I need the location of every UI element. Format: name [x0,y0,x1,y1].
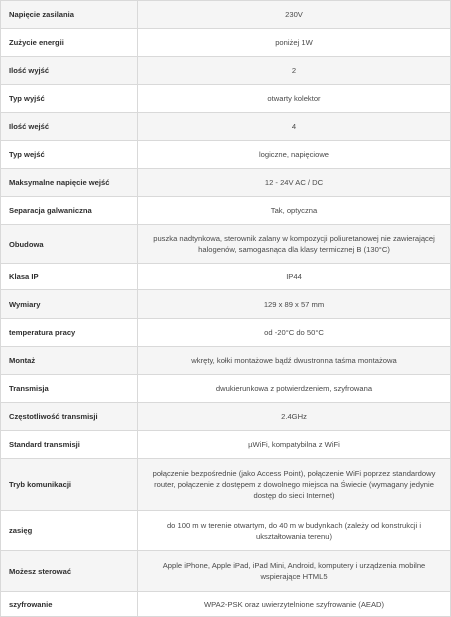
spec-value: puszka nadtynkowa, sterownik zalany w kompozycji poliuretanowej nie zawierającej halogenów, samogasnąca dla klasy termicznej B (130°C) [138,225,451,264]
table-row [1,225,451,264]
spec-table-body [1,1,451,617]
spec-value: 2.4GHz [138,403,451,431]
spec-label: Częstotliwość transmisji [1,403,138,431]
spec-label: Obudowa [1,225,138,264]
spec-label: szyfrowanie [1,592,138,617]
spec-value: połączenie bezpośrednie (jako Access Point), połączenie WiFi poprzez standardowy router, połączenie z dostępem z dowolnego miejsca na Świecie (wymagany jedynie dostęp do sieci Internet) [138,459,451,511]
spec-label: Napięcie zasilania [1,1,138,29]
spec-value: µWiFi, kompatybilna z WiFi [138,431,451,459]
spec-value: poniżej 1W [138,29,451,57]
spec-value: od -20°C do 50°C [138,319,451,347]
spec-label: Wymiary [1,290,138,319]
table-row [1,29,451,57]
table-row [1,1,451,29]
spec-label: Typ wyjść [1,85,138,113]
spec-label: Klasa IP [1,264,138,290]
table-row [1,113,451,141]
spec-value: dwukierunkowa z potwierdzeniem, szyfrowana [138,375,451,403]
spec-label: Ilość wejść [1,113,138,141]
table-row [1,592,451,617]
spec-value: logiczne, napięciowe [138,141,451,169]
spec-label: temperatura pracy [1,319,138,347]
spec-value: Apple iPhone, Apple iPad, iPad Mini, Android, komputery i urządzenia mobilne wspierające HTML5 [138,551,451,592]
spec-value: 230V [138,1,451,29]
table-row [1,347,451,375]
spec-label: Separacja galwaniczna [1,197,138,225]
table-row [1,197,451,225]
spec-value: 12 - 24V AC / DC [138,169,451,197]
spec-value: WPA2-PSK oraz uwierzytelnione szyfrowanie (AEAD) [138,592,451,617]
spec-label: Tryb komunikacji [1,459,138,511]
spec-label: Typ wejść [1,141,138,169]
spec-label: Transmisja [1,375,138,403]
spec-value: 129 x 89 x 57 mm [138,290,451,319]
spec-label: zasięg [1,511,138,551]
table-row [1,403,451,431]
spec-label: Zużycie energii [1,29,138,57]
spec-value: Tak, optyczna [138,197,451,225]
table-row [1,290,451,319]
table-row [1,169,451,197]
table-row [1,264,451,290]
spec-label: Maksymalne napięcie wejść [1,169,138,197]
spec-value: IP44 [138,264,451,290]
table-row [1,85,451,113]
table-row [1,459,451,511]
table-row [1,57,451,85]
spec-label: Możesz sterować [1,551,138,592]
spec-label: Ilość wyjść [1,57,138,85]
table-row [1,141,451,169]
spec-value: do 100 m w terenie otwartym, do 40 m w budynkach (zależy od konstrukcji i ukształtowania terenu) [138,511,451,551]
table-row [1,375,451,403]
spec-label: Montaż [1,347,138,375]
table-row [1,511,451,551]
table-row [1,319,451,347]
table-row [1,551,451,592]
spec-label: Standard transmisji [1,431,138,459]
spec-value: 2 [138,57,451,85]
table-row [1,431,451,459]
spec-value: wkręty, kołki montażowe bądź dwustronna taśma montażowa [138,347,451,375]
spec-value: otwarty kolektor [138,85,451,113]
spec-value: 4 [138,113,451,141]
